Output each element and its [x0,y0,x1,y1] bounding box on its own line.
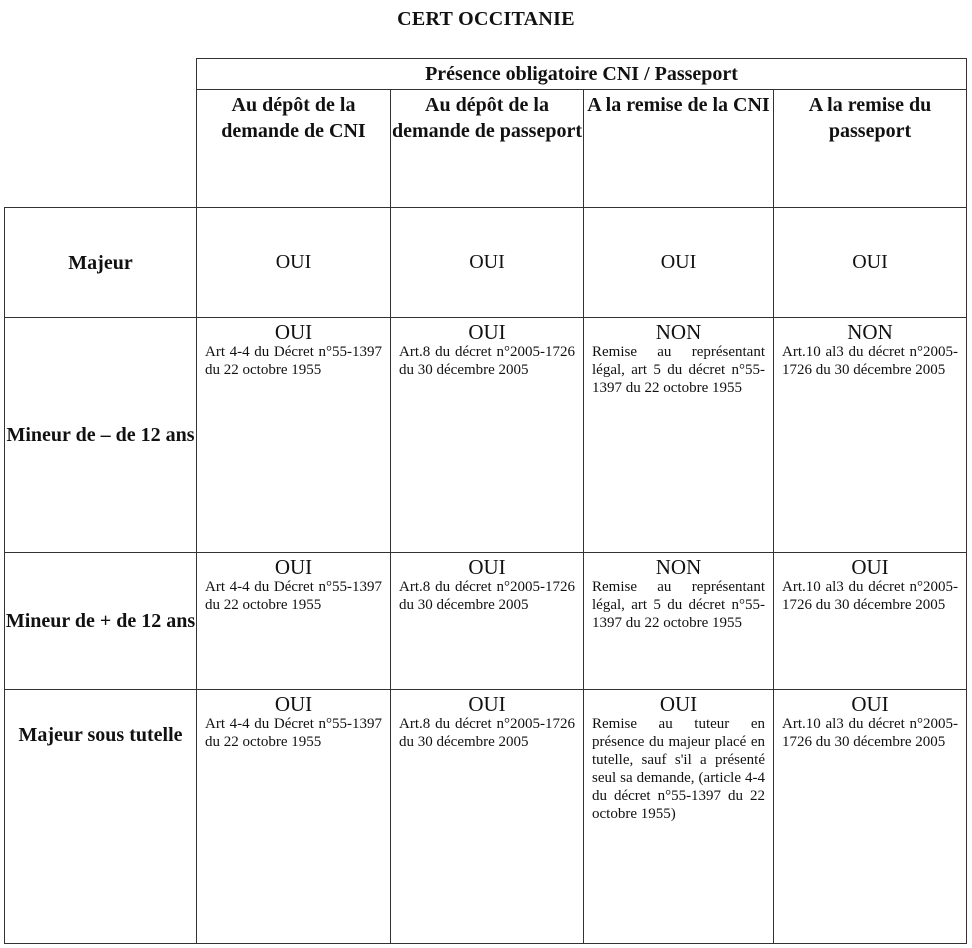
cell-note: Art.8 du décret n°2005-1726 du 30 décembre 2005 [399,344,575,378]
cell-answer: OUI [274,555,313,579]
table-row [5,690,967,944]
row-header: Mineur de – de 12 ans [5,318,197,553]
cell-note: Art.8 du décret n°2005-1726 du 30 décembre 2005 [399,716,575,750]
cell-answer: OUI [851,555,889,579]
cell-note: Art 4-4 du Décret n°55-1397 du 22 octobre 1955 [205,579,382,613]
row-header: Majeur sous tutelle [5,690,197,944]
table-cell: OUI [584,208,774,318]
table-cell [391,318,584,553]
page-title: CERT OCCITANIE [397,8,575,30]
cell-note: Remise au représentant légal, art 5 du décret n°55-1397 du 22 octobre 1955 [592,344,765,396]
table-cell [584,318,774,553]
cell-note: Art.10 al3 du décret n°2005-1726 du 30 décembre 2005 [782,716,959,750]
cell-answer: OUI [659,692,698,716]
table-row [5,208,967,318]
column-header: A la remise de la CNI [584,90,774,208]
cell-note: Art 4-4 du Décret n°55-1397 du 22 octobre 1955 [205,344,382,378]
cell-answer: OUI [468,692,506,716]
table-group-row [5,59,967,90]
corner-blank-cell [5,59,197,208]
table-cell: OUI [197,208,391,318]
table-cell [197,553,391,690]
cell-answer: NON [655,555,702,579]
cell-answer: OUI [274,320,313,344]
cell-note: Art 4-4 du Décret n°55-1397 du 22 octobre 1955 [205,716,382,750]
table-cell [774,553,967,690]
cell-note: Art.10 al3 du décret n°2005-1726 du 30 décembre 2005 [782,344,959,378]
cell-note: Remise au représentant légal, art 5 du décret n°55-1397 du 22 octobre 1955 [592,579,765,631]
cell-note: Art.8 du décret n°2005-1726 du 30 décembre 2005 [399,579,575,613]
column-header: A la remise du passeport [774,90,967,208]
table-row [5,318,967,553]
table-cell [391,553,584,690]
cell-answer: OUI [274,692,313,716]
cell-answer: OUI [468,320,506,344]
group-header: Présence obligatoire CNI / Passeport [197,59,967,90]
table-row [5,553,967,690]
table-cell [774,690,967,944]
column-header: Au dépôt de la demande de CNI [197,90,391,208]
table-cell [197,318,391,553]
row-header: Mineur de + de 12 ans [5,553,197,690]
column-header: Au dépôt de la demande de passeport [391,90,584,208]
table-cell [774,318,967,553]
table-cell [584,690,774,944]
cell-answer: NON [847,320,893,344]
cell-note: Remise au tuteur en présence du majeur placé en tutelle, sauf s'il a présenté seul sa demande, (article 4-4 du décret n°55-1397 du 22 octobre 1955) [592,716,765,822]
table-cell [391,690,584,944]
cell-answer: OUI [851,692,889,716]
table-cell: OUI [774,208,967,318]
table-cell [197,690,391,944]
cell-answer: NON [655,320,702,344]
row-header: Majeur [5,208,197,318]
presence-table [4,58,967,944]
table-cell: OUI [391,208,584,318]
cell-answer: OUI [468,555,506,579]
table-cell [584,553,774,690]
cell-note: Art.10 al3 du décret n°2005-1726 du 30 décembre 2005 [782,579,959,613]
